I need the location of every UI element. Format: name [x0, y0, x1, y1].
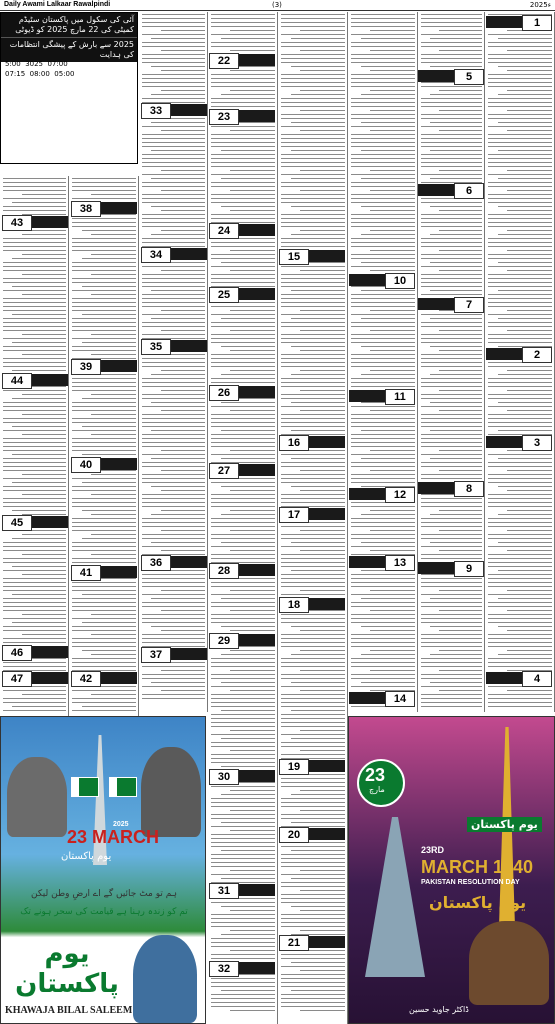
section-chip [486, 436, 552, 448]
section-number: 40 [71, 457, 101, 473]
section-number: 32 [209, 961, 239, 977]
section-number: 25 [209, 287, 239, 303]
section-number: 45 [2, 515, 32, 531]
section-chip [209, 962, 275, 974]
section-number: 14 [385, 691, 415, 707]
section-chip [279, 936, 345, 948]
section-number: 2 [522, 347, 552, 363]
section-number: 42 [71, 671, 101, 687]
section-number: 31 [209, 883, 239, 899]
section-chip [71, 458, 137, 470]
section-number: 30 [209, 769, 239, 785]
column-text [72, 178, 136, 714]
section-chip [141, 648, 207, 660]
section-number: 18 [279, 597, 309, 613]
time-1: 5:00 [5, 60, 21, 68]
section-number: 38 [71, 201, 101, 217]
section-chip [349, 274, 415, 286]
section-number: 21 [279, 935, 309, 951]
section-chip [209, 884, 275, 896]
time-6: 05:00 [54, 70, 75, 78]
section-number: 10 [385, 273, 415, 289]
right-urdu-title: یوم پاکستان [429, 893, 527, 912]
section-chip [418, 298, 484, 310]
section-number: 41 [71, 565, 101, 581]
column-text [351, 14, 415, 710]
paper-name: Daily Awami Lalkaar Rawalpindi [4, 1, 111, 8]
section-chip [2, 216, 68, 228]
section-chip [349, 556, 415, 568]
left-advertisement [0, 716, 206, 1024]
page-header [0, 0, 555, 11]
column-text [211, 14, 275, 1014]
section-number: 19 [279, 759, 309, 775]
section-number: 11 [385, 389, 415, 405]
section-chip [349, 390, 415, 402]
section-number: 17 [279, 507, 309, 523]
section-chip [141, 104, 207, 116]
section-number: 37 [141, 647, 171, 663]
section-number: 1 [522, 15, 552, 31]
section-chip [2, 516, 68, 528]
section-chip [2, 672, 68, 684]
section-chip [141, 556, 207, 568]
section-chip [486, 16, 552, 28]
date-line: 2025ء [529, 1, 551, 9]
ad-verse-1: ہم تو مٹ جائیں گے اے ارضِ وطن لیکن [30, 889, 178, 899]
flag-icon-2 [109, 777, 137, 797]
right-advertisement [348, 716, 555, 1024]
resolution-line-3: PAKISTAN RESOLUTION DAY [421, 879, 520, 886]
section-chip [2, 646, 68, 658]
section-number: 15 [279, 249, 309, 265]
ad-date: 23 MARCH [67, 827, 160, 847]
section-number: 36 [141, 555, 171, 571]
page-number: (3) [272, 1, 282, 9]
flag-icon [71, 777, 99, 797]
section-number: 22 [209, 53, 239, 69]
section-chip [209, 634, 275, 646]
section-chip [141, 248, 207, 260]
section-chip [209, 110, 275, 122]
section-number: 39 [71, 359, 101, 375]
advertiser-name: KHAWAJA BILAL SALEEM [5, 1005, 133, 1016]
badge-number: 23 [365, 765, 386, 785]
section-number: 20 [279, 827, 309, 843]
section-chip [209, 564, 275, 576]
time-4: 07:15 [5, 70, 26, 78]
section-number: 46 [2, 645, 32, 661]
section-number: 8 [454, 481, 484, 497]
ad-calligraphy: یوم پاکستان [15, 939, 119, 999]
portrait-left [7, 757, 67, 837]
section-chip [279, 828, 345, 840]
section-number: 34 [141, 247, 171, 263]
section-chip [418, 184, 484, 196]
section-chip [418, 70, 484, 82]
section-number: 4 [522, 671, 552, 687]
section-chip [71, 202, 137, 214]
section-chip [279, 508, 345, 520]
section-chip [2, 374, 68, 386]
column-text [421, 14, 482, 710]
section-chip [486, 672, 552, 684]
banner: یوم پاکستان [467, 817, 542, 832]
section-number: 27 [209, 463, 239, 479]
section-number: 24 [209, 223, 239, 239]
section-number: 28 [209, 563, 239, 579]
section-chip [349, 488, 415, 500]
section-number: 16 [279, 435, 309, 451]
section-number: 47 [2, 671, 32, 687]
right-credit: ڈاکٹر جاوید حسین [409, 1005, 469, 1014]
section-number: 29 [209, 633, 239, 649]
ad-sub: یوم پاکستان [61, 851, 112, 862]
section-chip [418, 482, 484, 494]
section-chip [71, 360, 137, 372]
section-number: 6 [454, 183, 484, 199]
section-number: 13 [385, 555, 415, 571]
section-chip [71, 566, 137, 578]
section-number: 35 [141, 339, 171, 355]
section-chip [209, 224, 275, 236]
section-number: 9 [454, 561, 484, 577]
section-number: 44 [2, 373, 32, 389]
column-text [3, 178, 66, 714]
section-number: 7 [454, 297, 484, 313]
notice-title-1: آئی کی سکول میں پاکستان سٹیڈم کمیٹی کی 22 مارچ 2025 کو ڈیوٹی [1, 13, 137, 37]
badge-unit: مارچ [369, 785, 385, 794]
notice-box [0, 12, 138, 164]
section-chip [209, 386, 275, 398]
time-2: 3025 [25, 60, 44, 68]
notice-body [5, 59, 133, 159]
section-chip [349, 692, 415, 704]
ad-year: 2025 [113, 821, 129, 828]
section-chip [141, 340, 207, 352]
section-number: 43 [2, 215, 32, 231]
doctor-photo [469, 921, 549, 1005]
section-number: 26 [209, 385, 239, 401]
section-number: 33 [141, 103, 171, 119]
section-chip [279, 760, 345, 772]
section-chip [209, 54, 275, 66]
resolution-line-1: 23RD [421, 845, 445, 855]
section-number: 3 [522, 435, 552, 451]
section-chip [71, 672, 137, 684]
section-number: 12 [385, 487, 415, 503]
section-chip [209, 464, 275, 476]
resolution-line-2: MARCH 1940 [421, 857, 534, 877]
section-chip [209, 288, 275, 300]
portrait-right [141, 747, 201, 837]
notice-title-2: 2025 سے بارش کے پیشگی انتظامات کی ہدایت [1, 37, 137, 62]
time-3: 07:00 [47, 60, 68, 68]
section-chip [279, 598, 345, 610]
section-chip [418, 562, 484, 574]
section-chip [486, 348, 552, 360]
minar-icon-right [365, 817, 425, 977]
time-5: 08:00 [29, 70, 50, 78]
section-chip [209, 770, 275, 782]
advertiser-photo [133, 935, 197, 1023]
ad-verse-2: تم کو زندہ رہنا ہے قیامت کی سحر ہونے تک [20, 907, 188, 917]
section-number: 5 [454, 69, 484, 85]
section-number: 23 [209, 109, 239, 125]
section-chip [279, 436, 345, 448]
section-chip [279, 250, 345, 262]
